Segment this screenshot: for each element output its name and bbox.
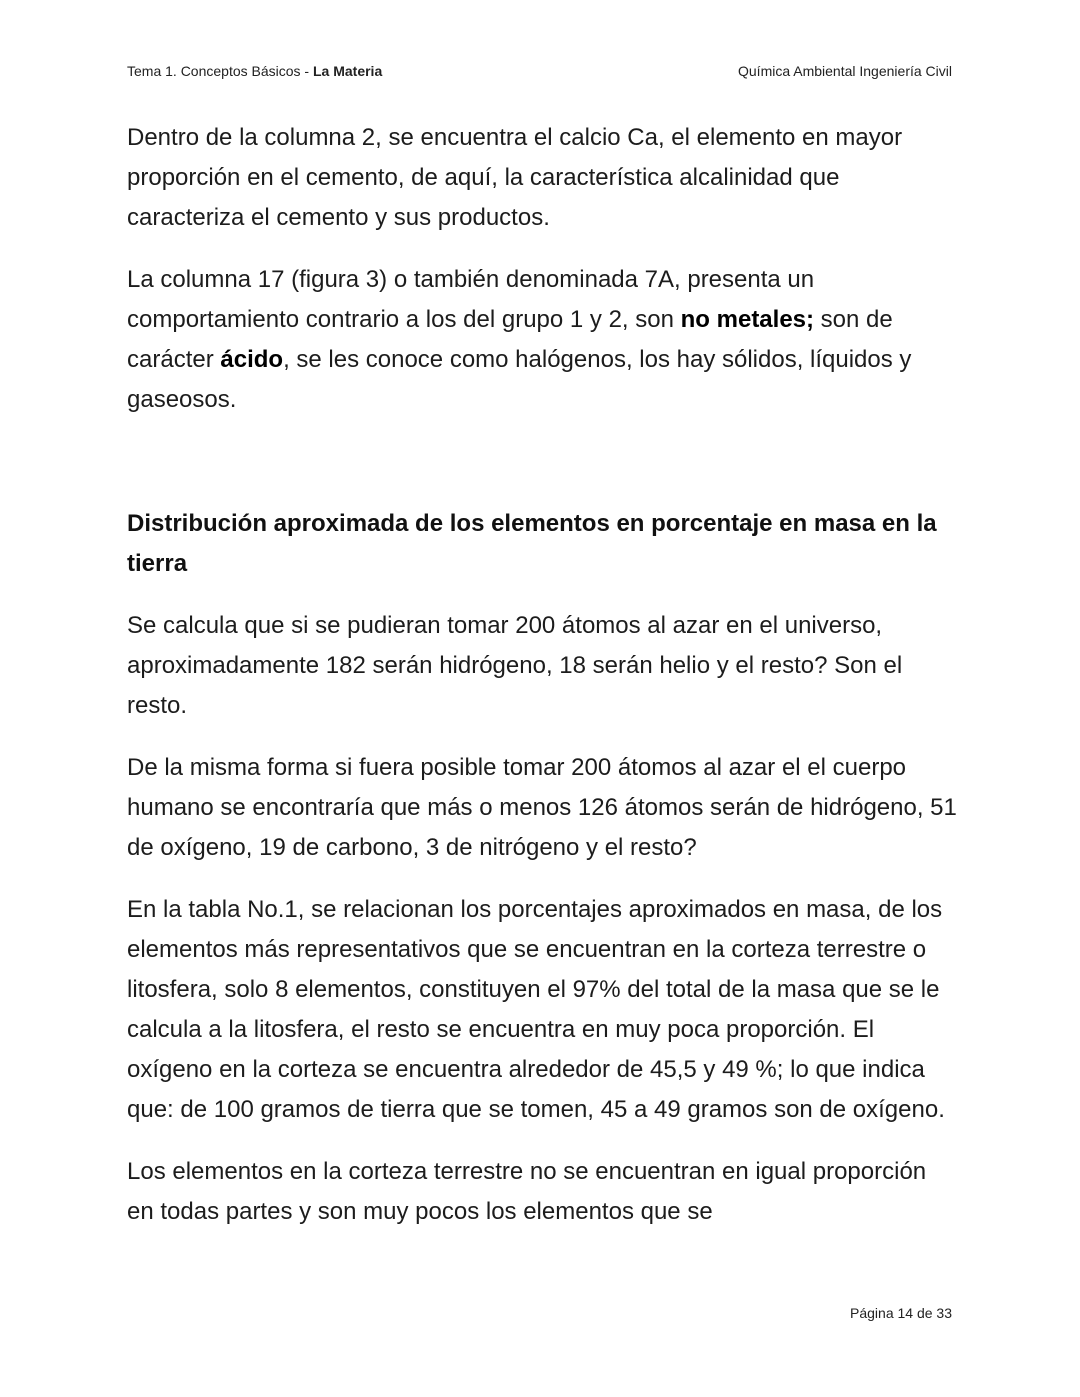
paragraph-human-body-atoms: De la misma forma si fuera posible tomar 200 átomos al azar el el cuerpo humano se encontraría que más o menos 126 átomos serán de hidrógeno, 51 de oxígeno, 19 de carbono, 3 de nitrógeno y el resto? [127, 754, 957, 861]
header-chapter-topic: La Materia [312, 63, 383, 79]
paragraph-crust-distribution: Los elementos en la corteza terrestre no se encuentran en igual proporción en todas partes y son muy pocos los elementos que se [127, 1158, 927, 1225]
header-chapter-title [127, 63, 382, 79]
page-header [127, 63, 952, 83]
header-course-title: Química Ambiental Ingeniería Civil [738, 63, 952, 79]
page-body [127, 118, 957, 1254]
paragraph-halogens-text-1: La columna 17 (figura 3) o también denominada 7A, presenta un comportamiento contrario a los del grupo 1 y 2, son [127, 266, 815, 333]
paragraph-halogens-bold-nonmetals: no metales; [680, 306, 815, 333]
paragraph-calcium: Dentro de la columna 2, se encuentra el calcio Ca, el elemento en mayor proporción en el cemento, de aquí, la característica alcalinidad que caracteriza el cemento y sus productos. [127, 124, 903, 231]
page-number: Página 14 de 33 [850, 1305, 952, 1321]
paragraph-crust-composition: En la tabla No.1, se relacionan los porcentajes aproximados en masa, de los elementos más representativos que se encuentran en la corteza terrestre o litosfera, solo 8 elementos, constituyen el 97% del total de la masa que se le calcula a la litosfera, el resto se encuentra en muy poca proporción. El oxígeno en la corteza se encuentra alrededor de 45,5 y 49 %; lo que indica que: de 100 gramos de tierra que se tomen, 45 a 49 gramos son de oxígeno. [127, 896, 945, 1123]
paragraph-halogens [127, 260, 957, 420]
paragraph-halogens-bold-acid: ácido [220, 346, 284, 373]
section-heading: Distribución aproximada de los elementos en porcentaje en masa en la tierra [127, 510, 937, 577]
paragraph-halogens-text-2: son de carácter [127, 306, 893, 373]
paragraph-halogens-text-3: , se les conoce como halógenos, los hay sólidos, líquidos y gaseosos. [127, 346, 912, 413]
paragraph-universe-atoms: Se calcula que si se pudieran tomar 200 átomos al azar en el universo, aproximadamente 182 serán hidrógeno, 18 serán helio y el resto? Son el resto. [127, 612, 903, 719]
header-chapter-prefix: Tema 1. Conceptos Básicos - [127, 63, 313, 79]
